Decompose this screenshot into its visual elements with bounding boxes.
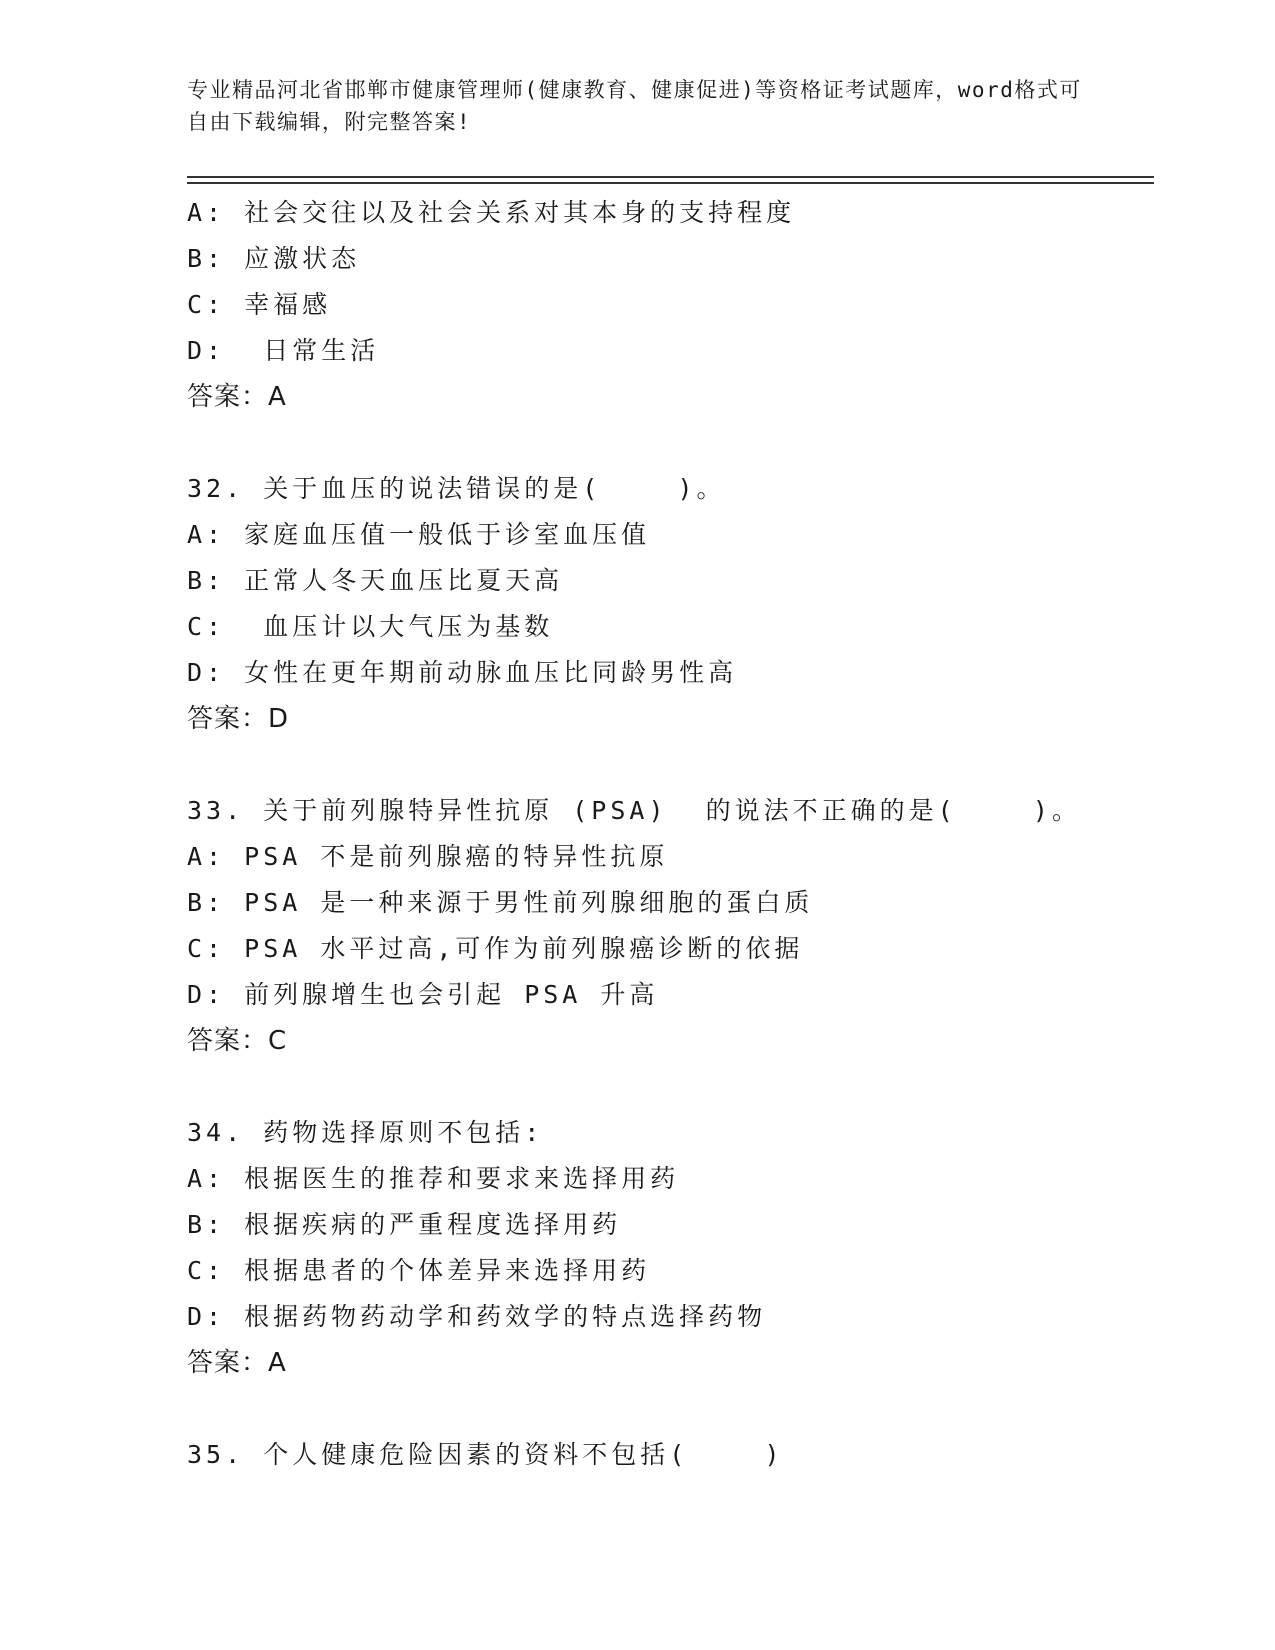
- answer-line: 答案：C: [187, 1026, 288, 1056]
- option-d: D: 根据药物药动学和药效学的特点选择药物: [187, 1302, 767, 1331]
- spacer: [187, 420, 1147, 466]
- option-b: B: 应激状态: [187, 244, 361, 273]
- option-a: A: 根据医生的推荐和要求来选择用药: [187, 1164, 680, 1193]
- option-d: D: 女性在更年期前动脉血压比同龄男性高: [187, 658, 738, 687]
- question-block-31: [187, 190, 1147, 420]
- question-list: [187, 190, 1147, 1478]
- header-divider-bottom: [187, 182, 1154, 184]
- option-c: C: 根据患者的个体差异来选择用药: [187, 1256, 651, 1285]
- question-text: 32. 关于血压的说法错误的是( )。: [187, 474, 726, 503]
- answer-line: 答案：A: [187, 1348, 287, 1378]
- question-text: 35. 个人健康危险因素的资料不包括( ): [187, 1440, 784, 1469]
- question-text: 34. 药物选择原则不包括:: [187, 1118, 544, 1147]
- question-text: 33. 关于前列腺特异性抗原 (PSA) 的说法不正确的是( )。: [187, 796, 1081, 825]
- answer-line: 答案：A: [187, 382, 287, 412]
- option-c: C: PSA 水平过高,可作为前列腺癌诊断的依据: [187, 934, 804, 963]
- option-d: D: 前列腺增生也会引起 PSA 升高: [187, 980, 659, 1009]
- question-block-32: [187, 466, 1147, 742]
- question-block-33: [187, 788, 1147, 1064]
- option-a: A: 家庭血压值一般低于诊室血压值: [187, 520, 651, 549]
- answer-line: 答案：D: [187, 704, 290, 734]
- option-b: B: PSA 是一种来源于男性前列腺细胞的蛋白质: [187, 888, 814, 917]
- spacer: [187, 1064, 1147, 1110]
- option-b: B: 根据疾病的严重程度选择用药: [187, 1210, 622, 1239]
- header-divider-top: [187, 176, 1154, 178]
- option-c: C: 幸福感: [187, 290, 332, 319]
- document-header: 专业精品河北省邯郸市健康管理师(健康教育、健康促进)等资格证考试题库，word格式可自由下载编辑，附完整答案!: [187, 78, 1082, 134]
- option-b: B: 正常人冬天血压比夏天高: [187, 566, 564, 595]
- option-a: A: 社会交往以及社会关系对其本身的支持程度: [187, 198, 796, 227]
- spacer: [187, 742, 1147, 788]
- option-a: A: PSA 不是前列腺癌的特异性抗原: [187, 842, 669, 871]
- question-block-35: [187, 1432, 1147, 1478]
- spacer: [187, 1386, 1147, 1432]
- question-block-34: [187, 1110, 1147, 1386]
- option-c: C: 血压计以大气压为基数: [187, 612, 554, 641]
- option-d: D: 日常生活: [187, 336, 380, 365]
